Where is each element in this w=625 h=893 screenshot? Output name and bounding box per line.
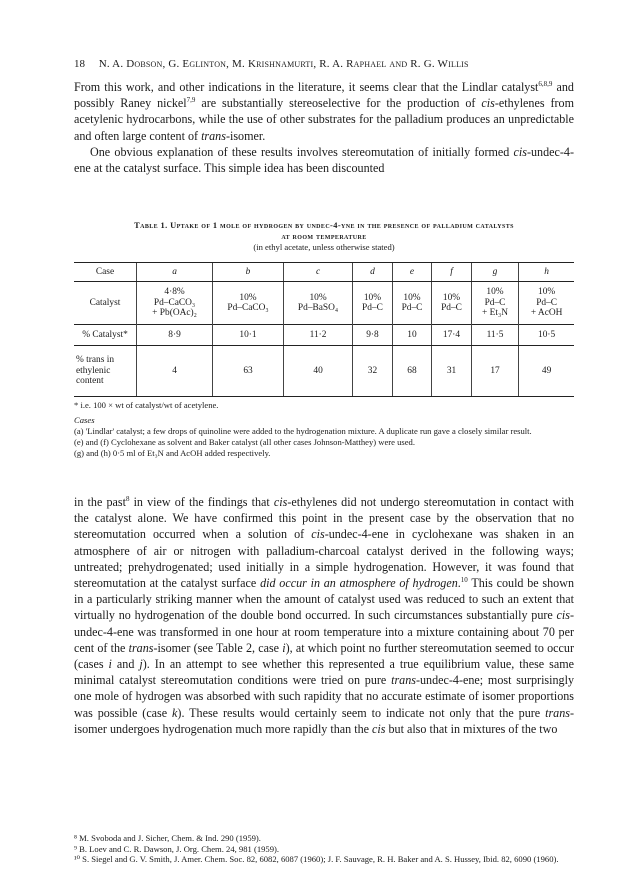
- pct-catalyst-cell: 10: [392, 325, 432, 346]
- pct-catalyst-cell: 11·5: [471, 325, 518, 346]
- catalyst-cell: 10% Pd–C + AcOH: [519, 282, 574, 325]
- pct-catalyst-cell: 10·5: [519, 325, 574, 346]
- table-header-row: Case a b c d e f g h: [74, 263, 574, 282]
- pct-trans-cell: 17: [471, 346, 518, 397]
- catalyst-cell: 10% Pd–C: [392, 282, 432, 325]
- pct-trans-cell: 40: [283, 346, 352, 397]
- pct-catalyst-cell: 17·4: [432, 325, 472, 346]
- case-header-cell: e: [392, 263, 432, 282]
- footnote: ⁸ M. Svoboda and J. Sicher, Chem. & Ind. 290 (1959).: [74, 833, 261, 843]
- case-header-cell: c: [283, 263, 352, 282]
- pct-trans-row: % trans in ethylenic content 4 63 40 32 68 31 17 49: [74, 346, 574, 397]
- footnotes: [74, 833, 574, 865]
- paragraph: in the past$^8$ in view of the findings that cis-ethylenes did not undergo stereomutation in contact with the catalyst alone. We have confirmed this point in the present case by the observation that no stereomutation occurred when a solution of cis-undec-4-ene in cyclohexane was shaken in an atmosphere of air or nitrogen with palladium-charcoal catalyst derived in the following ways; untreated; prehydrogenated; used initially in a simple hydrogenation. However, it was found that stereomutation at the catalyst surface did occur in an atmosphere of hydrogen.$^{10}$ This could be shown in a particularly striking manner when the amount of catalyst used was reduced to such an extent that virtually no hydrogenation of the double bond occurred. In such circumstances substantially pure cis-undec-4-ene was transformed in one hour at room temperature into a mixture containing about 70 per cent of the trans-isomer (see Table 2, case i), at which point no further stereomutation seemed to occur (cases i and j). In an attempt to see whether this represented a true equilibrium value, these same minimal catalyst stereomutation conditions were tried on pure trans-undec-4-ene; most surprisingly one mole of hydrogen was absorbed with such rapidity that no accurate estimate of isomer proportions was possible (case k). These results would certainly seem to indicate not only that the pure trans-isomer undergoes hydrogenation much more rapidly than the cis but also that in mixtures of the two: [74, 494, 575, 736]
- table-notes: * i.e. 100 × wt of catalyst/wt of acetylene. Cases (a) 'Lindlar' catalyst; a few drops of quinoline were added to the hydrogenation mixture. A duplicate run gave a closely similar result. (e) and (f) Cyclohexane as solvent and Baker catalyst (all other cases Johnson-Matthey) were used. (g) and (h) 0·5 ml of Et₃N and AcOH added respectively.: [74, 400, 532, 458]
- case-header-cell: h: [519, 263, 574, 282]
- catalyst-cell: 4·8% Pd–CaCO₃ + Pb(OAc)₂: [137, 282, 213, 325]
- catalyst-cell: 10% Pd–CaCO₃: [213, 282, 284, 325]
- pct-trans-cell: 4: [137, 346, 213, 397]
- pct-trans-cell: 49: [519, 346, 574, 397]
- case-header-cell: a: [137, 263, 213, 282]
- table-subtitle: (in ethyl acetate, unless otherwise stated): [253, 242, 395, 252]
- case-header-cell: g: [471, 263, 518, 282]
- results-table: [74, 262, 574, 397]
- catalyst-cell: 10% Pd–BaSO₄: [283, 282, 352, 325]
- pct-catalyst-row: % Catalyst* 8·9 10·1 11·2 9·8 10 17·4 11·5 10·5: [74, 325, 574, 346]
- catalyst-row: Catalyst 4·8% Pd–CaCO₃ + Pb(OAc)₂ 10% Pd–CaCO₃ 10% Pd–BaSO₄ 10% Pd–C 10% Pd–C 10% Pd–C 10% Pd–C + Et₃N 10% Pd–C + AcOH: [74, 282, 574, 325]
- table-caption: Table 1. Uptake of 1 mole of hydrogen by undec-4-yne in the presence of palladium catalysts at room temperature (in ethyl acetate, unless otherwise stated): [74, 220, 574, 253]
- footnote: ⁹ B. Loev and C. R. Dawson, J. Org. Chem. 24, 981 (1959).: [74, 843, 280, 854]
- case-header-cell: d: [353, 263, 393, 282]
- pct-trans-cell: 63: [213, 346, 284, 397]
- pct-catalyst-cell: 9·8: [353, 325, 393, 346]
- footnote: ¹⁰ S. Siegel and G. V. Smith, J. Amer. Chem. Soc. 82, 6082, 6087 (1960); J. F. Sauvage, R. H. Baker and A. S. Hussey, Ibid. 82, 6090 (1960).: [74, 854, 559, 864]
- pct-trans-cell: 31: [432, 346, 472, 397]
- paragraph: From this work, and other indications in the literature, it seems clear that the Lindlar catalyst$^{6,8,9}$ and possibly Raney nickel$^{7,9}$ are substantially stereoselective for the production of cis-ethylenes from acetylenic hydrocarbons, while the use of other substrates for the palladium produces an unpredictable and often large content of trans-isomer.: [74, 79, 574, 143]
- catalyst-cell: 10% Pd–C + Et₃N: [471, 282, 518, 325]
- pct-trans-cell: 32: [353, 346, 393, 397]
- pct-catalyst-cell: 11·2: [283, 325, 352, 346]
- pct-trans-cell: 68: [392, 346, 432, 397]
- running-header: [74, 58, 574, 70]
- body-text-bottom: [74, 494, 574, 737]
- paragraph: One obvious explanation of these results involves stereomutation of initially formed cis-undec-4-ene at the catalyst surface. This simple idea has been discounted: [74, 144, 574, 176]
- catalyst-cell: 10% Pd–C: [432, 282, 472, 325]
- body-text-top: [74, 79, 574, 176]
- author-line: N. A. Dobson, G. Eglinton, M. Krishnamurti, R. A. Raphael and R. G. Willis: [98, 58, 469, 70]
- pct-catalyst-cell: 8·9: [137, 325, 213, 346]
- case-header-cell: b: [213, 263, 284, 282]
- pct-catalyst-cell: 10·1: [213, 325, 284, 346]
- page-number: 18: [74, 58, 85, 70]
- catalyst-cell: 10% Pd–C: [353, 282, 393, 325]
- case-header-cell: f: [432, 263, 472, 282]
